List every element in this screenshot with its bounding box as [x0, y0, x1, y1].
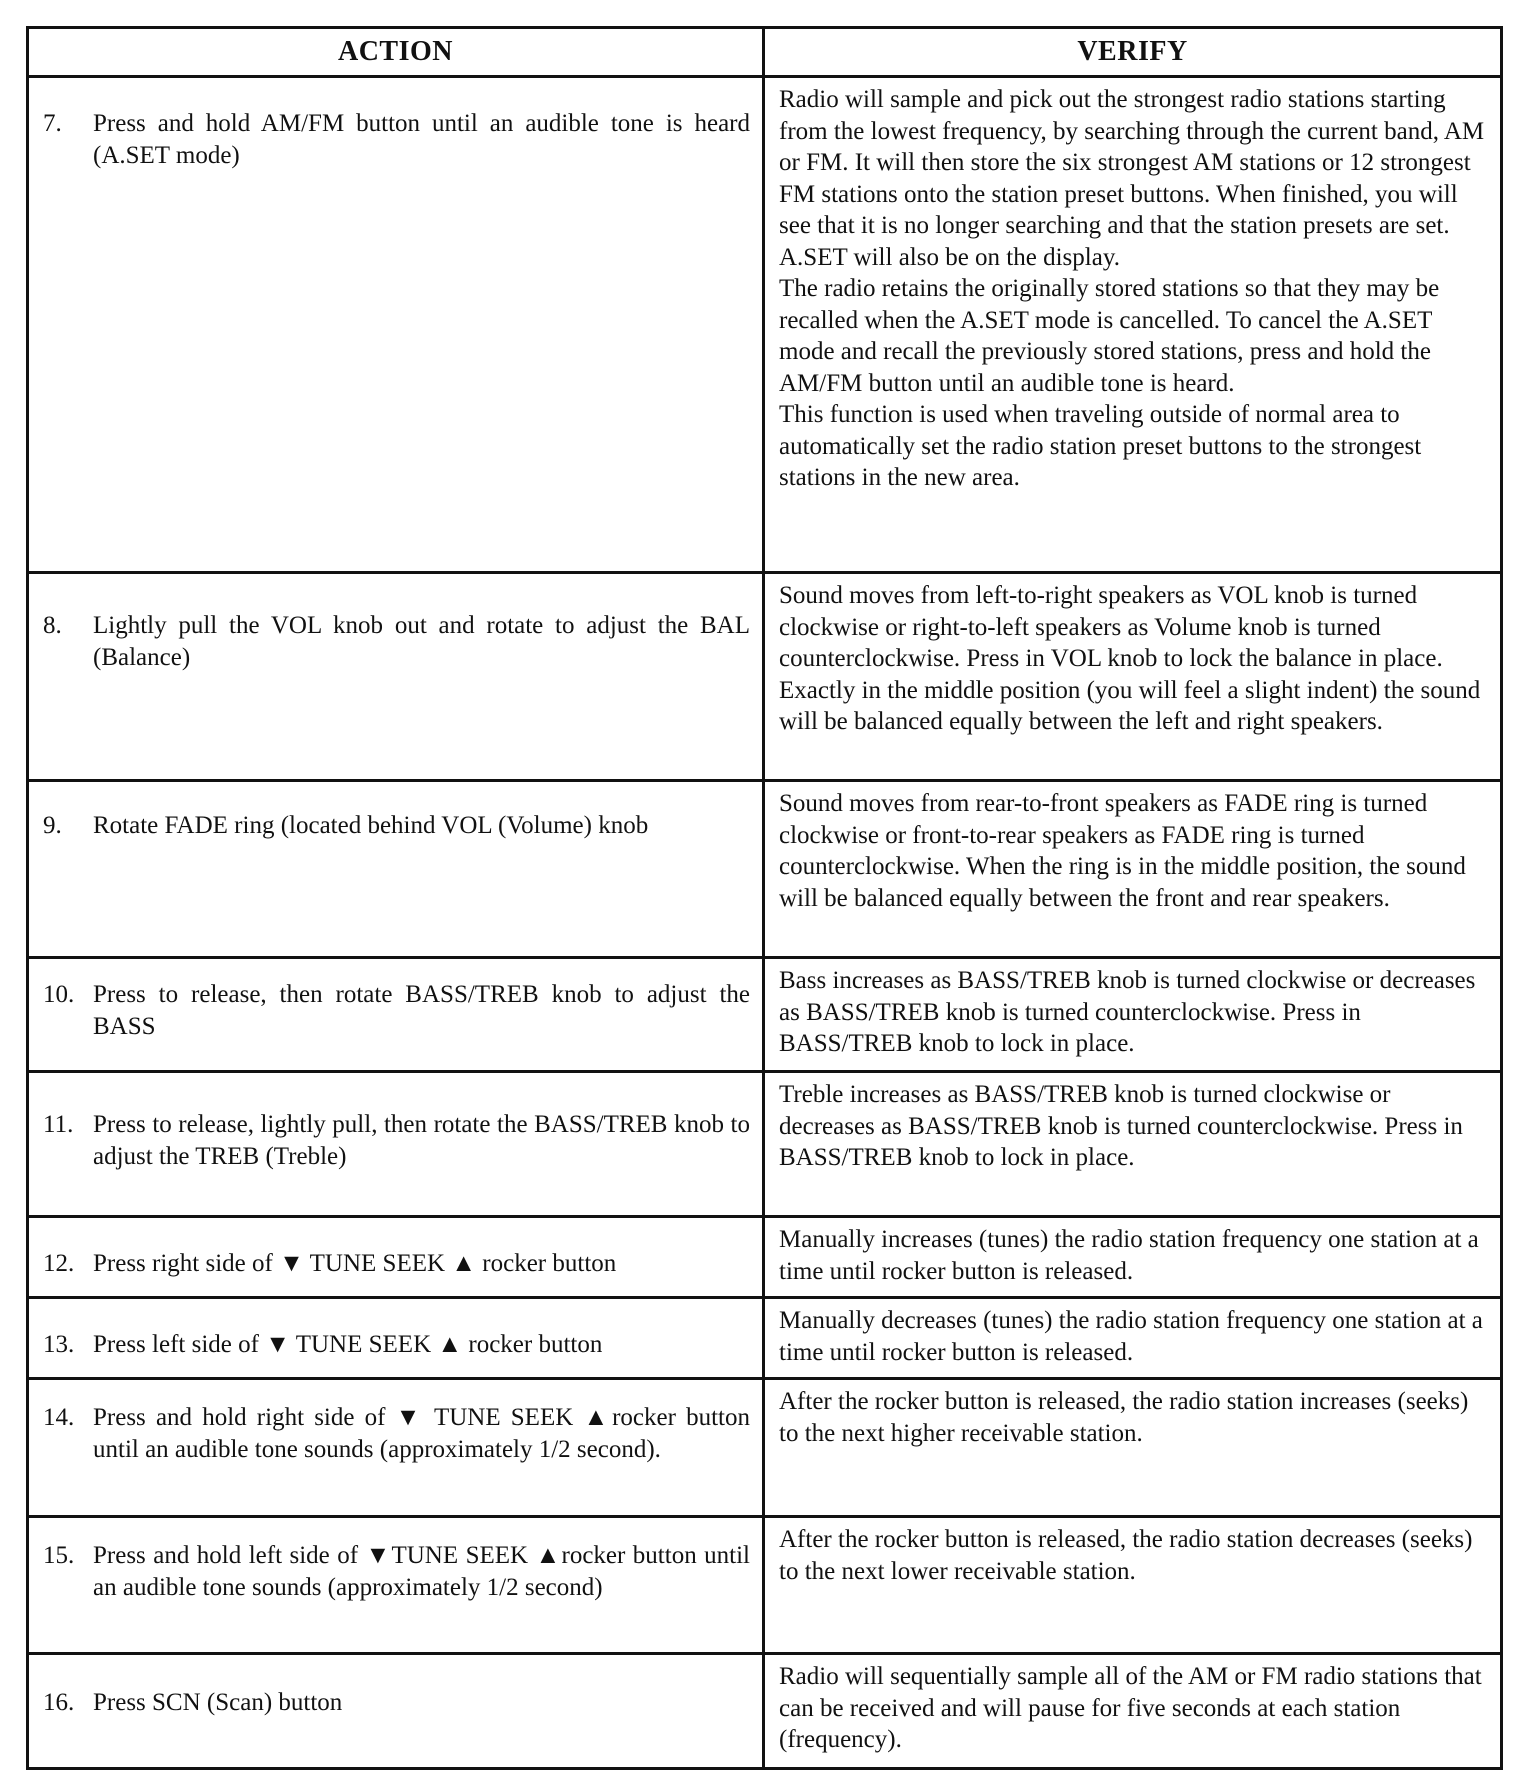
verify-cell [764, 1217, 1502, 1298]
verify-text: Radio will sample and pick out the strongest radio stations starting from the lowest frequency, by searching through the current band, AM or FM. It will then store the six strongest AM stations or 12 strongest FM stations onto the station preset buttons. When finished, you will see that it is no longer searching and that the station presets are set. A.SET will also be on the display. The radio retains the originally stored stations so that they may be recalled when the A.SET mode is cancelled. To cancel the A.SET mode and recall the previously stored stations, press and hold the AM/FM button until an audible tone is heard. This function is used when traveling outside of normal area to automatically set the radio station preset buttons to the strongest stations in the new area. [779, 86, 1485, 491]
action-cell [28, 958, 764, 1072]
table-row [28, 573, 1502, 781]
action-text: Press and hold AM/FM button until an audible tone is heard (A.SET mode) [93, 110, 750, 169]
action-text: Press and hold left side of ▼TUNE SEEK ▲rocker button until an audible tone sounds (approximately 1/2 second) [93, 1542, 750, 1601]
table-row [28, 1379, 1502, 1517]
action-cell [28, 781, 764, 958]
verify-cell [764, 1298, 1502, 1379]
action-text: Rotate FADE ring (located behind VOL (Volume) knob [93, 812, 649, 839]
action-text: Press and hold right side of ▼ TUNE SEEK ▲rocker button until an audible tone sounds (approximately 1/2 second). [93, 1404, 750, 1463]
step-number: 12. [43, 1250, 75, 1277]
verify-cell [764, 1072, 1502, 1217]
verify-text: Sound moves from left-to-right speakers as VOL knob is turned clockwise or right-to-left speakers as Volume knob is turned counterclockwise. Press in VOL knob to lock the balance in place. Exactly in the middle position (you will feel a slight indent) the sound will be balanced equally between the left and right speakers. [779, 582, 1481, 735]
step-number: 8. [43, 612, 62, 639]
table-row [28, 1217, 1502, 1298]
action-text: Press right side of ▼ TUNE SEEK ▲ rocker button [93, 1250, 617, 1277]
step-number: 14. [43, 1404, 75, 1431]
action-text: Press SCN (Scan) button [93, 1689, 343, 1716]
table-row [28, 781, 1502, 958]
verify-text: After the rocker button is released, the radio station decreases (seeks) to the next lower receivable station. [779, 1526, 1473, 1585]
verify-text: Sound moves from rear-to-front speakers as FADE ring is turned clockwise or front-to-rear speakers as FADE ring is turned counterclockwise. When the ring is in the middle position, the sound will be balanced equally between the front and rear speakers. [779, 790, 1466, 912]
verify-cell [764, 781, 1502, 958]
verify-text: Manually increases (tunes) the radio station frequency one station at a time until rocker button is released. [779, 1226, 1479, 1285]
action-cell [28, 77, 764, 573]
step-number: 13. [43, 1331, 75, 1358]
step-number: 7. [43, 110, 62, 137]
step-number: 10. [43, 981, 75, 1008]
verify-text: Radio will sequentially sample all of the AM or FM radio stations that can be received and will pause for five seconds at each station (frequency). [779, 1663, 1482, 1753]
table-row [28, 958, 1502, 1072]
action-cell [28, 1217, 764, 1298]
action-column-header: ACTION [28, 28, 764, 77]
step-number: 16. [43, 1689, 75, 1716]
action-text: Lightly pull the VOL knob out and rotate to adjust the BAL (Balance) [93, 612, 750, 671]
action-cell [28, 1379, 764, 1517]
action-cell [28, 573, 764, 781]
action-text: Press to release, lightly pull, then rotate the BASS/TREB knob to adjust the TREB (Treble) [93, 1111, 750, 1170]
step-number: 9. [43, 812, 62, 839]
verify-cell [764, 573, 1502, 781]
verify-cell [764, 77, 1502, 573]
step-number: 15. [43, 1542, 75, 1569]
action-cell [28, 1072, 764, 1217]
table-row [28, 77, 1502, 573]
step-number: 11. [43, 1111, 74, 1138]
table-row [28, 1072, 1502, 1217]
verify-text: Treble increases as BASS/TREB knob is turned clockwise or decreases as BASS/TREB knob is turned counterclockwise. Press in BASS/TREB knob to lock in place. [779, 1081, 1463, 1171]
verify-text: Manually decreases (tunes) the radio station frequency one station at a time until rocker button is released. [779, 1307, 1483, 1366]
verify-cell [764, 1654, 1502, 1769]
table-row [28, 1654, 1502, 1769]
action-text: Press to release, then rotate BASS/TREB knob to adjust the BASS [93, 981, 750, 1040]
verify-cell [764, 958, 1502, 1072]
verify-cell [764, 1379, 1502, 1517]
verify-text: Bass increases as BASS/TREB knob is turned clockwise or decreases as BASS/TREB knob is turned counterclockwise. Press in BASS/TREB knob to lock in place. [779, 967, 1476, 1057]
verify-column-header: VERIFY [764, 28, 1502, 77]
action-text: Press left side of ▼ TUNE SEEK ▲ rocker button [93, 1331, 603, 1358]
table-row [28, 1517, 1502, 1654]
action-verify-table [26, 26, 1503, 1770]
verify-cell [764, 1517, 1502, 1654]
action-cell [28, 1298, 764, 1379]
action-cell [28, 1654, 764, 1769]
table-row [28, 1298, 1502, 1379]
action-cell [28, 1517, 764, 1654]
header-row [28, 28, 1502, 77]
verify-text: After the rocker button is released, the radio station increases (seeks) to the next higher receivable station. [779, 1388, 1469, 1447]
